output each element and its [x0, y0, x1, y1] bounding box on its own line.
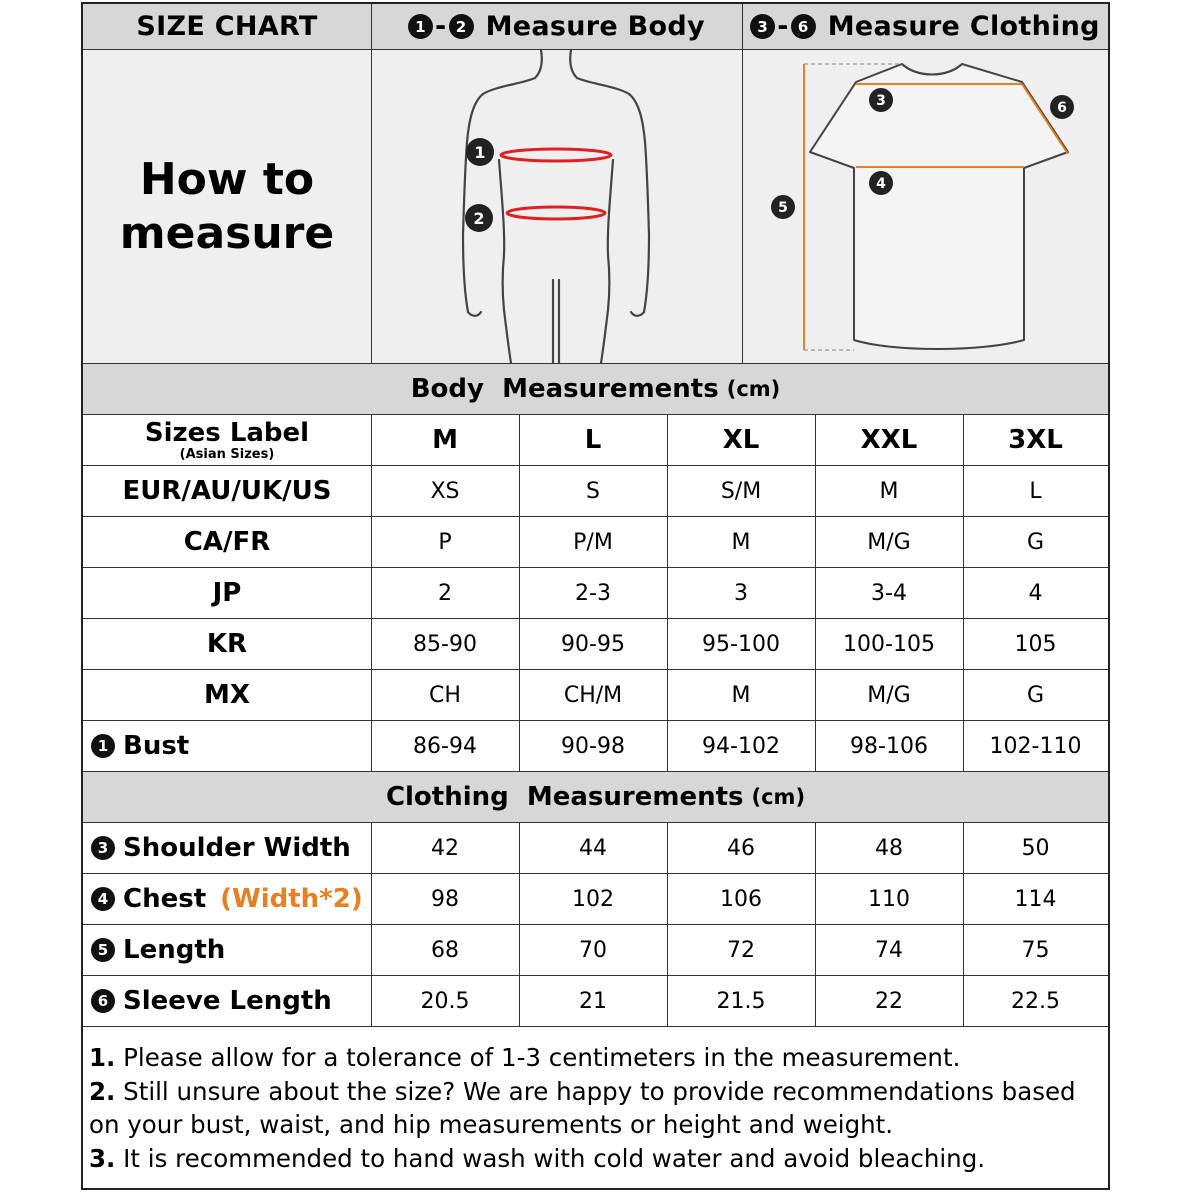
clothing-cell: 20.5	[420, 988, 470, 1014]
grid-line	[815, 415, 816, 772]
conversion-cell: G	[1026, 529, 1045, 555]
conversion-cell: 85-90	[413, 631, 477, 657]
number-4-icon: 4	[91, 887, 115, 911]
clothing-cell: 102	[572, 886, 614, 912]
size-m: M	[432, 425, 458, 455]
grid-line	[83, 924, 1108, 925]
grid-line	[83, 618, 1108, 619]
shirt-marker-4: 4	[876, 176, 886, 192]
how-to-line1: How to	[139, 153, 315, 205]
clothing-cell: 114	[1014, 886, 1057, 912]
number-6-icon: 6	[791, 14, 816, 39]
grid-line	[667, 823, 668, 1026]
grid-line	[83, 822, 1108, 823]
conversion-cell: CH	[429, 682, 461, 708]
clothing-cell: 21.5	[716, 988, 766, 1014]
conversion-row-label: CA/FR	[183, 527, 271, 557]
number-2-icon: 2	[449, 14, 474, 39]
grid-line	[519, 823, 520, 1026]
shirt-marker-3: 3	[876, 93, 886, 109]
conversion-cell: 100-105	[843, 631, 935, 657]
grid-line	[83, 414, 1108, 415]
clothing-cell: 110	[868, 886, 910, 912]
grid-line	[371, 4, 372, 363]
conversion-cell: P	[438, 529, 452, 555]
number-1-icon: 1	[408, 14, 433, 39]
conversion-cell: L	[1029, 478, 1042, 504]
number-6-icon: 6	[91, 989, 115, 1013]
conversion-cell: M	[731, 529, 751, 555]
size-xxl: XXL	[860, 425, 918, 455]
bust-row-label: 1 Bust	[83, 721, 371, 771]
conversion-row-label: KR	[206, 629, 248, 659]
clothing-cell: 74	[875, 937, 903, 963]
grid-line	[83, 771, 1108, 772]
bust-cell: 86-94	[413, 733, 477, 759]
conversion-cell: 3	[734, 580, 748, 606]
clothing-row-label: 6 Sleeve Length	[83, 976, 371, 1026]
grid-line	[83, 49, 1108, 50]
grid-line	[83, 516, 1108, 517]
conversion-row-label: MX	[204, 680, 250, 710]
grid-line	[83, 465, 1108, 466]
clothing-cell: 46	[727, 835, 755, 861]
conversion-cell: S/M	[720, 478, 762, 504]
conversion-cell: 2	[438, 580, 452, 606]
grid-line	[519, 415, 520, 772]
bust-cell: 94-102	[702, 733, 780, 759]
grid-line	[815, 823, 816, 1026]
conversion-cell: P/M	[573, 529, 613, 555]
measure-clothing-header: 3 - 6 Measure Clothing	[742, 4, 1108, 49]
bust-cell: 90-98	[561, 733, 625, 759]
number-1-icon: 1	[91, 734, 115, 758]
clothing-cell: 106	[720, 886, 762, 912]
clothing-row-label: 5 Length	[83, 925, 371, 975]
clothing-cell: 72	[727, 937, 755, 963]
shirt-diagram	[742, 50, 1108, 363]
grid-line	[83, 873, 1108, 874]
conversion-cell: M	[731, 682, 751, 708]
conversion-cell: G	[1026, 682, 1045, 708]
conversion-row-label: JP	[212, 578, 242, 608]
grid-line	[742, 4, 743, 363]
how-to-line2: measure	[119, 207, 335, 259]
conversion-cell: 2-3	[575, 580, 611, 606]
conversion-cell: 4	[1028, 580, 1043, 606]
bust-cell: 98-106	[850, 733, 928, 759]
clothing-cell: 22	[875, 988, 903, 1014]
grid-line	[83, 669, 1108, 670]
number-3-icon: 3	[91, 836, 115, 860]
clothing-cell: 21	[579, 988, 607, 1014]
grid-line	[83, 720, 1108, 721]
conversion-row-label: EUR/AU/UK/US	[122, 476, 332, 506]
grid-line	[83, 975, 1108, 976]
grid-line	[83, 567, 1108, 568]
clothing-row-label: 3 Shoulder Width	[83, 823, 371, 873]
conversion-cell: 3-4	[871, 580, 907, 606]
measure-body-header: 1 - 2 Measure Body	[371, 4, 742, 49]
notes	[89, 1041, 1099, 1175]
clothing-measurements-header: Clothing Measurements (cm)	[83, 772, 1108, 822]
conversion-cell: M/G	[867, 529, 911, 555]
grid-line	[371, 415, 372, 772]
size-chart-title: SIZE CHART	[83, 4, 371, 49]
body-marker-2: 2	[473, 209, 485, 228]
body-measurements-header: Body Measurements (cm)	[83, 364, 1108, 414]
number-5-icon: 5	[91, 938, 115, 962]
conversion-cell: M	[879, 478, 899, 504]
body-marker-1: 1	[474, 143, 486, 162]
conversion-cell: M/G	[867, 682, 911, 708]
size-3xl: 3XL	[1008, 425, 1063, 455]
conversion-cell: 90-95	[561, 631, 625, 657]
clothing-cell: 70	[579, 937, 607, 963]
conversion-cell: 105	[1014, 631, 1057, 657]
clothing-cell: 42	[431, 835, 459, 861]
body-figure-icon	[371, 50, 742, 363]
note-3: 3. It is recommended to hand wash with cold water and avoid bleaching.	[89, 1143, 986, 1173]
clothing-row-label: 4 Chest (Width*2)	[83, 874, 371, 924]
clothing-cell: 98	[431, 886, 459, 912]
how-to-measure	[83, 50, 371, 363]
clothing-cell: 75	[1021, 937, 1050, 963]
shirt-marker-6: 6	[1057, 100, 1067, 116]
bust-cell: 102-110	[989, 733, 1082, 759]
clothing-cell: 22.5	[1011, 988, 1060, 1014]
grid-line	[83, 363, 1108, 364]
conversion-cell: XS	[430, 478, 460, 504]
conversion-cell: 95-100	[702, 631, 780, 657]
grid-line	[667, 415, 668, 772]
clothing-cell: 50	[1021, 835, 1050, 861]
note-1: 1. Please allow for a tolerance of 1-3 centimeters in the measurement.	[89, 1043, 961, 1072]
size-xl: XL	[722, 425, 760, 455]
sizes-label-cell: Sizes Label (Asian Sizes)	[144, 417, 310, 462]
number-3-icon: 3	[750, 14, 775, 39]
note-2: 2. Still unsure about the size? We are happy to provide recommendations based on your bust, waist, and hip measurements or height and weight.	[89, 1076, 1076, 1139]
grid-line	[963, 415, 964, 772]
chest-width-note: (Width*2)	[220, 884, 363, 914]
clothing-cell: 48	[875, 835, 903, 861]
grid-line	[371, 823, 372, 1026]
clothing-cell: 44	[579, 835, 607, 861]
size-l: L	[584, 425, 602, 455]
body-diagram	[371, 50, 742, 363]
grid-line	[83, 1026, 1108, 1027]
tshirt-icon	[742, 50, 1108, 363]
clothing-cell: 68	[431, 937, 459, 963]
conversion-cell: S	[586, 478, 600, 504]
grid-line	[963, 823, 964, 1026]
shirt-marker-5: 5	[778, 200, 788, 216]
conversion-cell: CH/M	[563, 682, 623, 708]
